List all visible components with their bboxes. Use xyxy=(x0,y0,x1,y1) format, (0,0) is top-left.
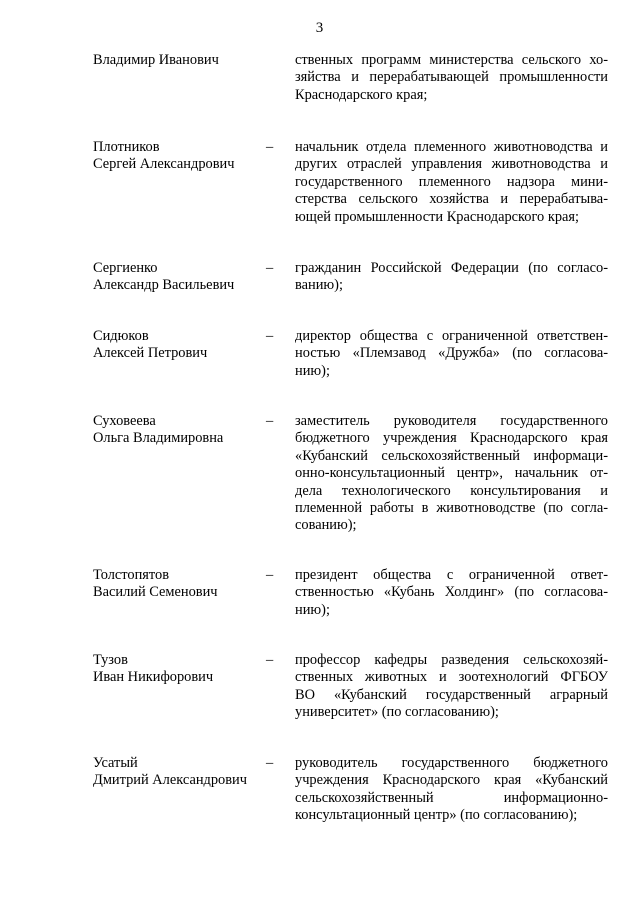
member-position-line: государственного племенного надзора мини- xyxy=(295,173,608,190)
page-number: 3 xyxy=(315,20,324,36)
dash-separator: – xyxy=(266,567,274,583)
member-position-line: дела технологического консультирования и xyxy=(295,482,608,499)
member-position-line: других отраслей управления животноводства и xyxy=(295,156,608,173)
member-position-line: ственностью «Кубань Холдинг» (по согласова- xyxy=(295,584,608,601)
member-position-line: начальник отдела племенного животноводства и xyxy=(295,139,608,155)
member-name xyxy=(93,413,273,448)
member-position-line: нию); xyxy=(295,362,330,379)
member-position-line: директор общества с ограниченной ответствен- xyxy=(295,328,608,344)
dash-separator: – xyxy=(266,652,274,668)
member-name-line: Суховеева xyxy=(93,413,156,429)
member-name-line: Сергей Александрович xyxy=(93,156,235,173)
member-position-line: Краснодарского края; xyxy=(295,86,428,103)
member-position-line: консультационный центр» (по согласованию); xyxy=(295,807,578,824)
dash-separator: – xyxy=(266,413,274,429)
member-name xyxy=(93,139,273,174)
member-name xyxy=(93,260,273,295)
member-position-line: ностью «Племзавод «Дружба» (по согласова- xyxy=(295,345,608,362)
member-name xyxy=(93,567,273,602)
member-position-line: учреждения Краснодарского края «Кубанский xyxy=(295,772,608,789)
member-position-line: гражданин Российской Федерации (по согласо- xyxy=(295,260,608,276)
member-position xyxy=(295,755,608,825)
member-position-line: зяйства и перерабатывающей промышленности xyxy=(295,69,608,86)
member-position-line: бюджетного учреждения Краснодарского края xyxy=(295,430,608,447)
dash-separator: – xyxy=(266,755,274,771)
member-name xyxy=(93,755,273,790)
member-name-line: Дмитрий Александрович xyxy=(93,772,247,789)
member-position-line: онно-консультационный центр», начальник от- xyxy=(295,465,608,482)
member-name-line: Иван Никифорович xyxy=(93,669,214,686)
member-position-line: заместитель руководителя государственного xyxy=(295,413,608,429)
member-name-line: Василий Семенович xyxy=(93,584,218,601)
member-position xyxy=(295,328,608,380)
dash-separator: – xyxy=(266,328,274,344)
member-position-line: университет» (по согласованию); xyxy=(295,704,499,721)
member-position xyxy=(295,567,608,619)
dash-separator: – xyxy=(266,139,274,155)
member-position xyxy=(295,413,608,535)
member-position xyxy=(295,260,608,295)
member-name-line: Тузов xyxy=(93,652,128,668)
member-position xyxy=(295,52,608,104)
member-position-line: сельскохозяйственный информационно- xyxy=(295,789,608,806)
member-name-line: Сергиенко xyxy=(93,260,158,276)
member-position-line: ВО «Кубанский государственный аграрный xyxy=(295,686,608,703)
member-position xyxy=(295,652,608,722)
member-position-line: руководитель государственного бюджетного xyxy=(295,755,608,771)
member-position-line: ющей промышленности Краснодарского края; xyxy=(295,208,580,225)
member-position-line: президент общества с ограниченной ответ- xyxy=(295,567,608,583)
member-name-line: Плотников xyxy=(93,139,160,155)
member-position-line: ственных животных и зоотехнологий ФГБОУ xyxy=(295,669,608,686)
member-name-line: Владимир Иванович xyxy=(93,52,219,68)
member-position-line: нию); xyxy=(295,601,330,618)
member-position-line: ванию); xyxy=(295,277,343,294)
member-name-line: Сидюков xyxy=(93,328,149,344)
member-name xyxy=(93,52,273,69)
member-position xyxy=(295,139,608,226)
member-position-line: «Кубанский сельскохозяйственный информаци- xyxy=(295,447,608,464)
member-position-line: профессор кафедры разведения сельскохозяй- xyxy=(295,652,608,668)
member-position-line: племенной работы в животноводстве (по согла- xyxy=(295,500,608,517)
member-name-line: Усатый xyxy=(93,755,138,771)
member-name-line: Алексей Петрович xyxy=(93,345,208,362)
member-name-line: Толстопятов xyxy=(93,567,169,583)
member-position-line: сованию); xyxy=(295,517,357,534)
member-position-line: стерства сельского хозяйства и перерабатыва- xyxy=(295,191,608,208)
member-name-line: Ольга Владимировна xyxy=(93,430,224,447)
member-name-line: Александр Васильевич xyxy=(93,277,235,294)
member-name xyxy=(93,652,273,687)
member-position-line: ственных программ министерства сельского хо- xyxy=(295,52,608,68)
dash-separator: – xyxy=(266,260,274,276)
member-name xyxy=(93,328,273,363)
